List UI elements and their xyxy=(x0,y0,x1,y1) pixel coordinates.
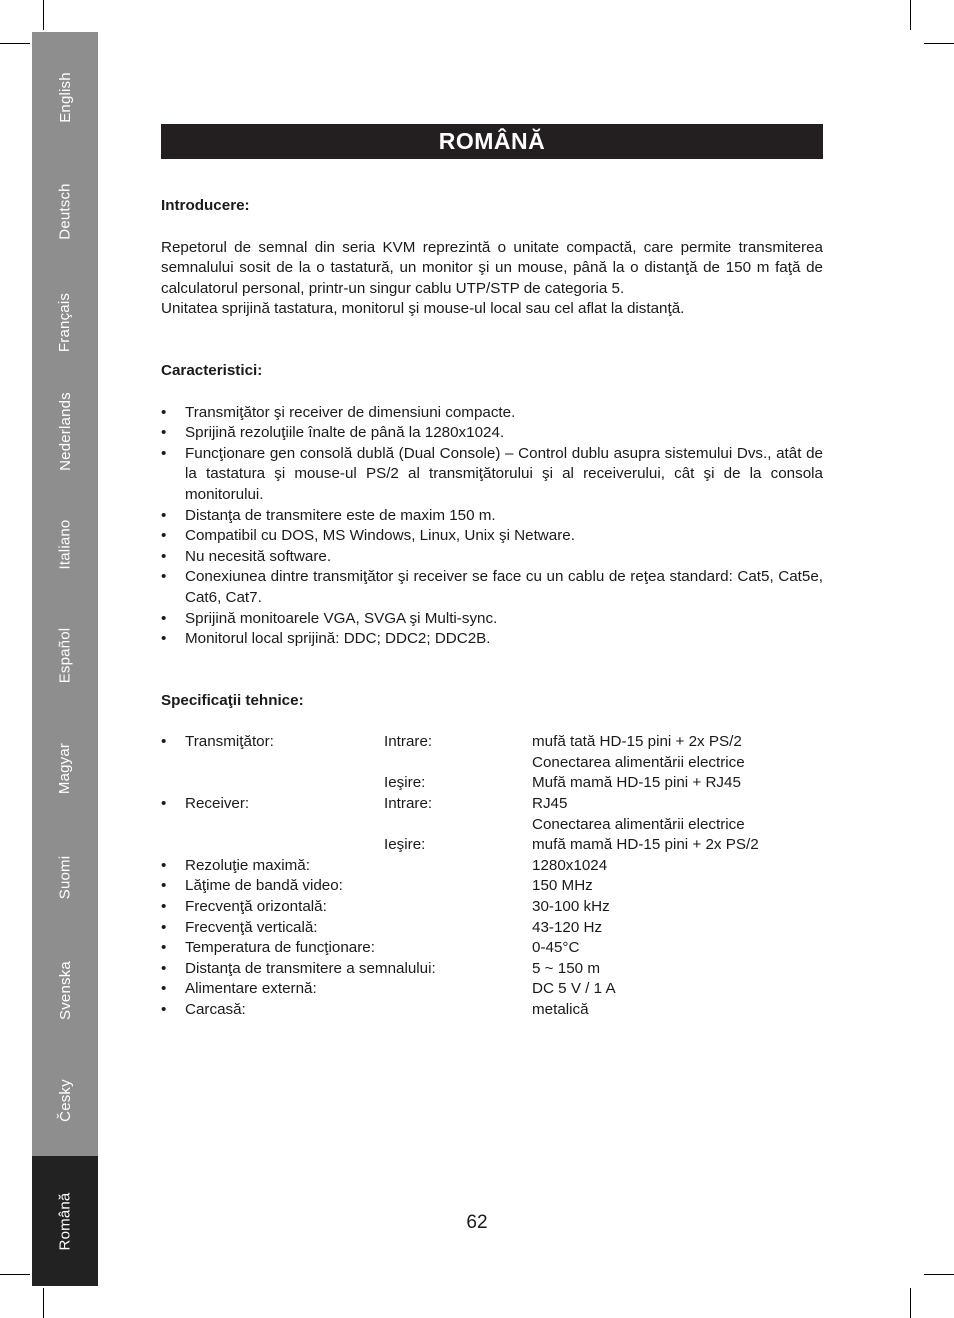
spec-port: Intrare: xyxy=(384,733,433,751)
crop-mark xyxy=(910,0,911,30)
lang-tab-magyar[interactable] xyxy=(32,713,98,823)
bullet: • xyxy=(161,939,167,957)
spec-value: 30-100 kHz xyxy=(532,898,610,916)
page-title: ROMÂNĂ xyxy=(438,128,546,154)
bullet: • xyxy=(161,1001,167,1018)
spec-name: Carcasă: xyxy=(185,1001,246,1018)
spec-row xyxy=(161,773,823,794)
bullet: • xyxy=(161,898,167,916)
intro-paragraph: Repetorul de semnal din seria KVM reprezintă o unitate compactă, care permite transmiterea semnalului sosit de la o tastatură, un monitor şi un mouse, până la o distanţă de 150 m faţă de calculatorul personal, printr-un singur cablu UTP/STP de categoria 5. xyxy=(161,238,823,297)
spec-name: Frecvenţă verticală: xyxy=(185,918,318,936)
crop-mark xyxy=(0,1274,30,1275)
spec-port: Ieşire: xyxy=(384,774,426,792)
spec-row xyxy=(161,876,823,897)
spec-row xyxy=(161,753,823,774)
spec-value: metalică xyxy=(532,1001,589,1018)
lang-label: Français xyxy=(56,292,74,352)
spec-row xyxy=(161,835,823,856)
list-item xyxy=(161,444,823,506)
list-item-text: Sprijină rezoluţiile înalte de până la 1280x1024. xyxy=(185,424,505,442)
language-sidebar xyxy=(32,32,98,1286)
spec-row xyxy=(161,938,823,959)
list-item-text: Distanţa de transmitere este de maxim 150 m. xyxy=(185,506,496,524)
spec-name: Frecvenţă orizontală: xyxy=(185,898,327,916)
bullet: • xyxy=(161,568,167,586)
bullet: • xyxy=(161,856,167,874)
list-item xyxy=(161,526,823,547)
spec-value: Mufă mamă HD-15 pini + RJ45 xyxy=(532,774,741,792)
crop-mark xyxy=(43,0,44,30)
spec-port: Intrare: xyxy=(384,795,433,813)
spec-row xyxy=(161,732,823,753)
spec-row xyxy=(161,979,823,1000)
lang-label: Česky xyxy=(56,1078,74,1122)
spec-name: Transmiţător: xyxy=(185,733,274,751)
lang-tab-francais[interactable] xyxy=(32,267,98,377)
bullet: • xyxy=(161,918,167,936)
crop-mark xyxy=(910,1288,911,1318)
spec-value: 5 ~ 150 m xyxy=(532,959,600,977)
list-item xyxy=(161,609,823,630)
bullet: • xyxy=(161,959,167,977)
spec-value: Conectarea alimentării electrice xyxy=(532,815,745,833)
spec-name: Temperatura de funcţionare: xyxy=(185,939,375,957)
list-item xyxy=(161,403,823,424)
bullet: • xyxy=(161,609,167,627)
lang-label: Italiano xyxy=(56,519,74,569)
spec-value: DC 5 V / 1 A xyxy=(532,980,616,998)
spec-name: Distanţa de transmitere a semnalului: xyxy=(185,959,436,977)
crop-mark xyxy=(43,1288,44,1318)
list-item-text: Compatibil cu DOS, MS Windows, Linux, Unix şi Netware. xyxy=(185,527,575,545)
crop-mark xyxy=(924,43,954,44)
bullet: • xyxy=(161,630,167,648)
spec-value: mufă mamă HD-15 pini + 2x PS/2 xyxy=(532,836,759,854)
lang-label: Suomi xyxy=(56,855,74,899)
crop-mark xyxy=(0,43,30,44)
spec-value: RJ45 xyxy=(532,795,568,813)
intro-heading: Introducere: xyxy=(161,197,250,214)
lang-tab-svenska[interactable] xyxy=(32,935,98,1045)
bullet: • xyxy=(161,795,167,813)
bullet: • xyxy=(161,547,167,565)
list-item-text: Sprijină monitoarele VGA, SVGA şi Multi-sync. xyxy=(185,609,498,627)
spec-value: 150 MHz xyxy=(532,877,593,895)
spec-row xyxy=(161,815,823,836)
list-item-text: Funcţionare gen consolă dublă (Dual Console) – Control dublu asupra sistemului Dvs., atât de la tastatura şi mouse-ul PS/2 al transmiţătorului şi al receiverului, cât şi de la consola monitorului. xyxy=(185,444,823,503)
bullet: • xyxy=(161,733,167,751)
lang-label: Nederlands xyxy=(56,391,74,471)
list-item-text: Nu necesită software. xyxy=(185,547,332,565)
lang-tab-suomi[interactable] xyxy=(32,822,98,932)
spec-row xyxy=(161,959,823,980)
lang-tab-nederlands[interactable] xyxy=(32,376,98,486)
spec-row xyxy=(161,856,823,877)
bullet: • xyxy=(161,506,167,524)
lang-label: Español xyxy=(56,627,74,683)
bullet: • xyxy=(161,877,167,895)
main-content xyxy=(161,196,823,1021)
lang-tab-italiano[interactable] xyxy=(32,489,98,599)
bullet: • xyxy=(161,444,167,462)
spec-value: 0-45°C xyxy=(532,939,580,957)
bullet: • xyxy=(161,980,167,998)
lang-label: Română xyxy=(56,1192,74,1250)
list-item xyxy=(161,629,823,650)
spec-value: mufă tată HD-15 pini + 2x PS/2 xyxy=(532,733,742,751)
spec-name: Lăţime de bandă video: xyxy=(185,877,343,895)
spec-name: Alimentare externă: xyxy=(185,980,317,998)
spec-name: Receiver: xyxy=(185,795,250,813)
spec-row xyxy=(161,897,823,918)
lang-tab-deutsch[interactable] xyxy=(32,156,98,266)
lang-tab-cesky[interactable] xyxy=(32,1045,98,1155)
lang-label: Magyar xyxy=(56,742,74,794)
spec-name: Rezoluţie maximă: xyxy=(185,856,310,874)
specs-heading: Specificaţii tehnice: xyxy=(161,691,304,709)
spec-row xyxy=(161,918,823,939)
list-item xyxy=(161,423,823,444)
section-title-bar xyxy=(161,124,823,159)
features-list xyxy=(161,403,823,650)
list-item xyxy=(161,506,823,527)
lang-tab-english[interactable] xyxy=(32,42,98,152)
lang-label: Svenska xyxy=(56,960,74,1020)
lang-label: English xyxy=(56,71,74,123)
bullet: • xyxy=(161,403,167,421)
bullet: • xyxy=(161,527,167,545)
lang-label: Deutsch xyxy=(56,182,74,240)
spec-value: 1280x1024 xyxy=(532,856,608,874)
bullet: • xyxy=(161,424,167,442)
intro-paragraph: Unitatea sprijină tastatura, monitorul şi mouse-ul local sau cel aflat la distanţă. xyxy=(161,300,685,318)
lang-tab-espanol[interactable] xyxy=(32,600,98,710)
spec-row xyxy=(161,794,823,815)
list-item xyxy=(161,547,823,568)
specs-table xyxy=(161,732,823,1020)
spec-row xyxy=(161,1000,823,1021)
features-heading: Caracteristici: xyxy=(161,361,263,379)
list-item-text: Monitorul local sprijină: DDC; DDC2; DDC2B. xyxy=(185,630,491,648)
spec-value: 43-120 Hz xyxy=(532,918,603,936)
list-item-text: Transmiţător şi receiver de dimensiuni compacte. xyxy=(185,403,516,421)
list-item xyxy=(161,567,823,608)
spec-port: Ieşire: xyxy=(384,836,426,854)
list-item-text: Conexiunea dintre transmiţător şi receiver se face cu un cablu de reţea standard: Cat5, Cat5e, Cat6, Cat7. xyxy=(185,568,823,606)
page-number: 62 xyxy=(466,1212,488,1233)
spec-value: Conectarea alimentării electrice xyxy=(532,753,745,771)
crop-mark xyxy=(924,1274,954,1275)
